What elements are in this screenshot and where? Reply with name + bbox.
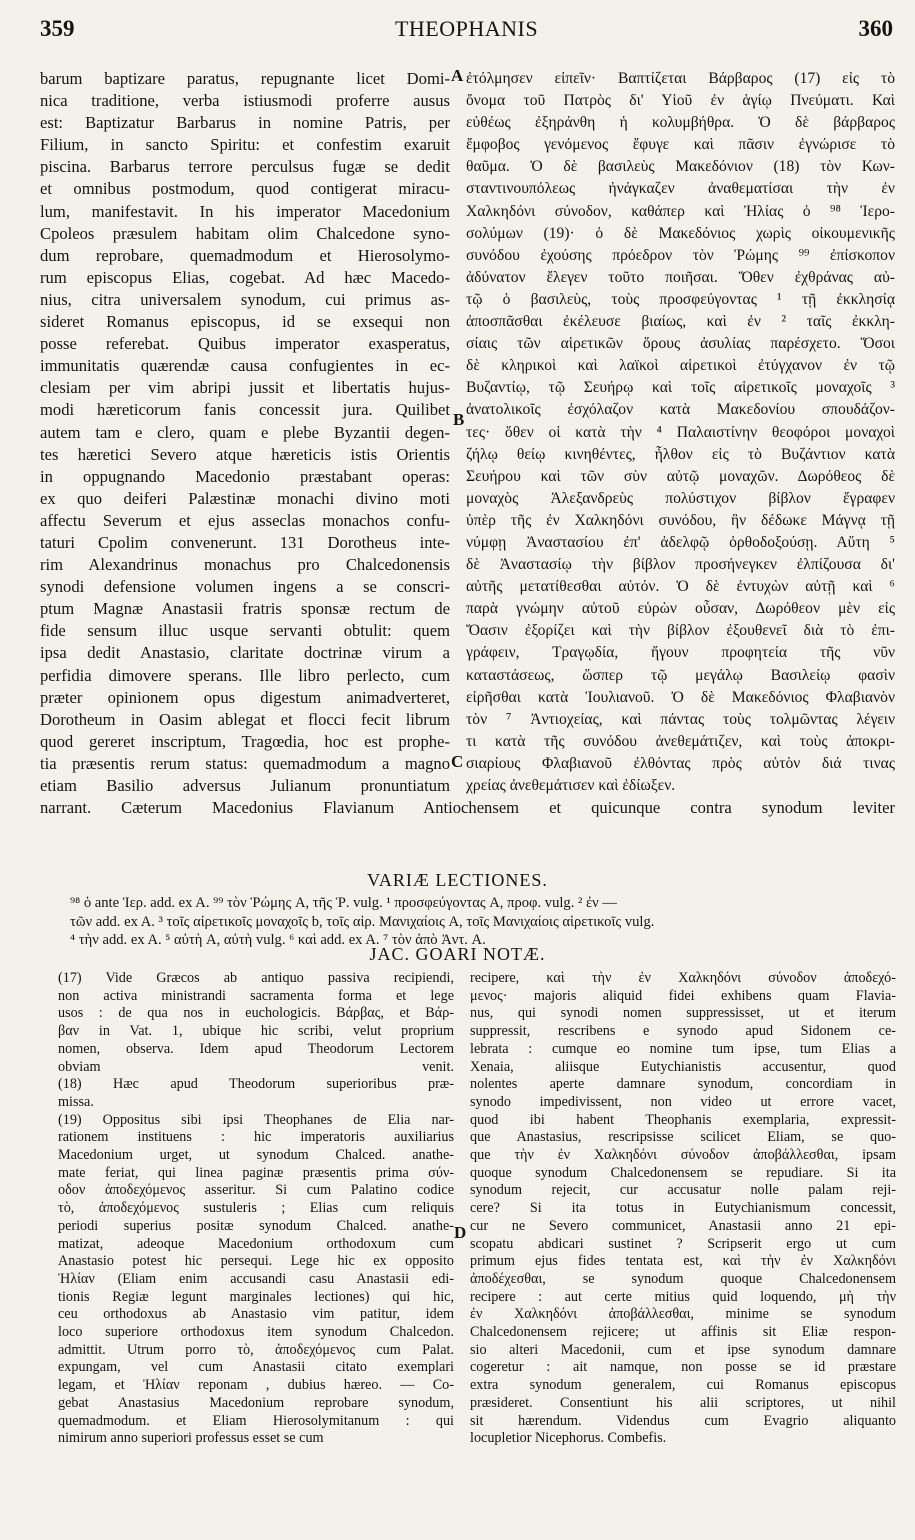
page-number-left: 359 bbox=[40, 16, 75, 41]
note-line: cere? Si ita totus in Eutychianismum concessit, bbox=[470, 1200, 896, 1217]
greek-text-line: ἀνατολικοῖς ἐσχόλαζον κατὰ Μακεδονίου σπουδάζον- bbox=[466, 401, 895, 419]
greek-text-line: εὐθέως ἐξηράνθη ἡ κολυμβήθρα. Ὁ δὲ βάρβαρος bbox=[466, 114, 895, 132]
latin-text-line: Filium, in sancto Spiritu: et confestim exaruit bbox=[40, 135, 450, 155]
latin-text-line: tia præsentis rerum status: quemadmodum a magno bbox=[40, 753, 450, 773]
greek-text-line: παρὰ γνώμην αὐτοῦ εὑρὼν οὖσαν, Δωρόθεον μὲν εἰς bbox=[466, 600, 895, 618]
latin-text-line: in oppugnando Macedonio præstabant operas: bbox=[40, 466, 450, 486]
page-number-right: 360 bbox=[858, 16, 893, 41]
variant-line: ⁹⁸ ὁ ante Ἱερ. add. ex A. ⁹⁹ τὸν Ῥώμης A, τῆς Ῥ. vulg. ¹ προσφεύγοντας A, προφ. vulg. ² ἐν — bbox=[70, 895, 618, 911]
note-line: Anastasio potest hic persequi. Lege hic ex opposito bbox=[58, 1253, 454, 1270]
greek-text-line: ὄνομα τοῦ Πατρὸς δι' Υἱοῦ ἐν ἁγίῳ Πνεύματι. Καὶ bbox=[466, 92, 895, 110]
notes-right-column bbox=[470, 970, 896, 1448]
latin-text-line: lum, manifestavit. In his imperator Macedonium bbox=[40, 201, 450, 221]
greek-text-line: Βυζαντίῳ, τῷ Σευήρῳ καὶ τοῖς αἱρετικοῖς μοναχοῖς ³ bbox=[466, 379, 895, 397]
note-line: Ἠλίαν (Eliam enim accusandi casu Anastasii edi- bbox=[58, 1270, 454, 1287]
greek-text-line: ἔμφοβος γενόμενος ἔφυγε καὶ πᾶσιν ἐγνώρισε τὸ bbox=[466, 136, 895, 154]
note-line: mate feriat, qui linea paginæ præsentis prima σύν- bbox=[58, 1164, 454, 1181]
margin-marker-c: C bbox=[451, 752, 464, 771]
greek-text-line: Ὄασιν ἐξορίζει καὶ τὴν βίβλον ἐξουθενεῖ διὰ τὸ ἐπι- bbox=[466, 622, 895, 640]
latin-text-line: rum episcopus Elias, cogebat. Ad hæc Macedo- bbox=[40, 267, 450, 287]
greek-text-line: δὲ κληρικοὶ καὶ λαϊκοὶ αἱρετικοὶ ἐτύγχανον ἐν τῷ bbox=[466, 357, 895, 375]
note-line: Macedonium urget, ut synodum Chalced. anathe- bbox=[58, 1147, 454, 1164]
variant-readings bbox=[70, 894, 887, 950]
greek-text-line: ὑπὲρ τῆς ἐν Χαλκηδόνι συνόδου, ἣν δέδωκε Μάγνᾳ τῇ bbox=[466, 511, 895, 529]
note-line: Xenaia, aliisque Eutychianistis accusentur, quod bbox=[470, 1058, 896, 1075]
note-line: que τὴν ἐν Χαλκηδόνι σύνοδον ἀποβάλλεσθαι, ipsam bbox=[470, 1147, 896, 1164]
latin-text-line: affectu Severum et ejus asseclas monachos confu- bbox=[40, 510, 450, 530]
note-line: suppressit, rescribens e synodo apud Sidonem ce- bbox=[470, 1023, 896, 1040]
greek-text-line: ἐτόλμησεν εἰπεῖν· Βαπτίζεται Βάρβαρος (17) εἰς τὸ bbox=[466, 70, 895, 87]
greek-text-line: συνόδου ἐχούσης πρόεδρον τὸν Ῥώμης ⁹⁹ ἐπίσκοπον bbox=[466, 246, 895, 264]
greek-text-line: τες· ὅθεν οἱ κατὰ τὴν ⁴ Παλαιστίνην θεοφόροι μοναχοὶ bbox=[466, 423, 895, 441]
latin-text-line: autem tam e clero, quam e plebe Byzantii degen- bbox=[40, 422, 450, 442]
greek-text-line: εἰρῆσθαι κατὰ Ἰουλιανοῦ. Ὁ δὲ Μακεδόνιος Φλαβιανὸν bbox=[466, 688, 895, 706]
latin-text-line: et omnibus postmodum, quod contigerat miracu- bbox=[40, 179, 450, 199]
greek-text-line: σίαις τῶν αἱρετικῶν ὅρους ἀσυλίας παρέσχετο. Ὅσοι bbox=[466, 335, 895, 353]
note-line: loco superiore orthodoxus item synodum Chalcedon. bbox=[58, 1324, 454, 1341]
greek-text-line: ἀποσπᾶσθαι ἐκέλευσε βιαίως, καὶ ἐν ² ταῖς ἐκκλη- bbox=[466, 313, 895, 331]
latin-text-line: synodi defensione volumen ingens a se conscri- bbox=[40, 577, 450, 597]
latin-text-line: modi hæreticorum fanis concessit jura. Quilibet bbox=[40, 400, 450, 420]
latin-text-line: fide sensum illuc usque servanti obtulit: quem bbox=[40, 621, 450, 641]
greek-text-line: σταντινουπόλεως ἠνάγκαζεν ἀναθεματίσαι τὴν ἐν bbox=[466, 180, 895, 198]
latin-text-line: clesiam per vim abripi jussit et libertatis hujus- bbox=[40, 378, 450, 398]
latin-text-line: rim Alexandrinus monachus pro Chalcedonensis bbox=[40, 555, 450, 575]
greek-text-line: ζήλῳ θείῳ κινηθέντες, ἦλθον εἰς τὸ Βυζάντιον κατὰ bbox=[466, 445, 895, 463]
latin-text-line: taturi Cpolim convenerunt. 131 Dorotheus inte- bbox=[40, 532, 450, 552]
note-line: expungam, vel cum Anastasii citato exemplari bbox=[58, 1359, 454, 1376]
note-line: μενος· majoris aliquid fidei exhibens quam Flavia- bbox=[470, 987, 896, 1004]
margin-marker-a: A bbox=[451, 66, 464, 85]
note-line: admittit. Utrum porro τὸ, ἀποδεχόμενος cum Palat. bbox=[58, 1341, 454, 1358]
note-line: rationem instituens : hic imperatoris auxiliarius bbox=[58, 1129, 454, 1146]
note-line: ἀποδέχεσθαι, se synodum quoque Chalcedonensem bbox=[470, 1270, 896, 1287]
note-line: sio alteri Macedonii, cum et ipse synodum damnare bbox=[470, 1341, 896, 1358]
notes-left-column bbox=[58, 970, 454, 1448]
variant-line: ⁴ τὴν add. ex A. ⁵ αὐτὴ A, αὐτὴ vulg. ⁶ καὶ add. ex A. ⁷ τὸν ἀπὸ Ἀντ. A. bbox=[70, 932, 486, 948]
margin-marker-b: B bbox=[453, 410, 465, 429]
note-line: usos : de qua nos in euchologicis. Βάρβας, et Βάρ- bbox=[58, 1005, 454, 1022]
greek-text-line: δὲ Ἀναστασίῳ τὴν βίβλον προσήνεγκεν ἐλπίζουσα δι' bbox=[466, 556, 895, 574]
latin-text-line: ipsa dedit Anastasio, claritate doctrinæ virum a bbox=[40, 643, 450, 663]
greek-text-line: αὐτῆς μετατίθεσθαι αὐτόν. Ὁ δὲ ἐντυχὼν αὐτῇ καὶ ⁶ bbox=[466, 578, 895, 596]
note-line: Chalcedonensem rejicere; ut affinis sit Eliæ respon- bbox=[470, 1324, 896, 1341]
note-line: matizat, adeoque Macedonium orthodoxum cum bbox=[58, 1235, 454, 1252]
latin-text-line: ex quo deiferi Palæstinæ monachi divino moti bbox=[40, 488, 450, 508]
note-line: scopatu abdicari sustinet ? Scripserit ergo ut cum bbox=[470, 1235, 896, 1252]
latin-text-line: barum baptizare paratus, repugnante licet Domi- bbox=[40, 69, 450, 88]
note-line: quod ibi habent Theophanis exemplaria, expressit- bbox=[470, 1111, 896, 1128]
latin-text-line: narrant. Cæterum Macedonius Flavianum Antiochensem et quicunque contra synodum leviter bbox=[40, 798, 895, 818]
note-line: quoque synodum Chalcedonensem se repudiare. Si ita bbox=[470, 1164, 896, 1181]
note-line: tionis Regiæ legunt marginales lectiones) qui hic, bbox=[58, 1288, 454, 1305]
greek-text-line: τι κατὰ τῆς συνόδου ἀνεθεμάτιζεν, καὶ τοὺς ἀποκρι- bbox=[466, 732, 895, 750]
greek-text-line: Σευήρου καὶ τῶν σὺν αὐτῷ μοναχῶν. Δωρόθεος δὲ bbox=[466, 467, 895, 485]
greek-text-line: τῷ ὁ βασιλεὺς, τοὺς προσφεύγοντας ¹ τῇ ἐκκλησίᾳ bbox=[466, 290, 895, 308]
latin-text-line: immunitatis quærendæ causa confugientes in ec- bbox=[40, 356, 450, 376]
latin-text-line: dum reprobare, quemadmodum et Hierosolymo- bbox=[40, 245, 450, 265]
greek-text-line: ἀδύνατον ἔλεγεν τοῦτο ποιῆσαι. Ὅθεν ἐχθράνας αὐ- bbox=[466, 268, 895, 286]
note-line: ἐν Χαλκηδόνι ἀποβάλλεσθαι, minime se synodum bbox=[470, 1306, 896, 1323]
greek-text-line: θαῦμα. Ὁ δὲ βασιλεὺς Μακεδόνιον (18) τὸν Κων- bbox=[466, 158, 895, 176]
variae-lectiones-heading: VARIÆ LECTIONES. bbox=[367, 870, 548, 890]
latin-text-line: nius, citra universalem synodum, cui primus as- bbox=[40, 289, 450, 309]
note-line: recipere, καὶ τὴν ἐν Χαλκηδόνι σύνοδον ἀποδεχό- bbox=[470, 970, 896, 986]
latin-text-line: piscina. Barbarus terrore perculsus fugæ se dedit bbox=[40, 157, 450, 177]
note-line: periodi superius positæ synodum Chalced. anathe- bbox=[58, 1217, 454, 1234]
latin-text-line: Dorotheum in Oasim ablegat et flocci fecit librum bbox=[40, 709, 450, 729]
note-line: locupletior Nicephorus. Combefis. bbox=[470, 1430, 667, 1447]
greek-text-line: χρείας ἀνεθεμάτισεν καὶ ἐδίωξεν. bbox=[466, 777, 676, 794]
latin-text-line: quod gereret inscriptum, Tragœdia, hoc est prophe- bbox=[40, 731, 450, 751]
note-line: lebrata : cumque eo nomine tum ipse, tum Elias a bbox=[470, 1040, 896, 1057]
note-line: recipere : aut certe mitius quid loquendo, μὴ τὴν bbox=[470, 1288, 896, 1305]
note-line: (17) Vide Græcos ab antiquo passiva recipiendi, bbox=[58, 970, 454, 986]
note-line: cur ne Severo communicet, Anastasii anno 21 epi- bbox=[470, 1217, 896, 1234]
note-line: obviam venit. bbox=[58, 1058, 454, 1075]
note-line: extra synodum generalem, cui Romanus episcopus bbox=[470, 1377, 896, 1394]
note-line: missa. bbox=[58, 1093, 94, 1110]
note-line: nomen, observa. Idem apud Theodorum Lectorem bbox=[58, 1040, 454, 1057]
note-line: synodo impedivissent, non video ut errore vacet, bbox=[470, 1093, 896, 1110]
latin-text-line: sideret Romanus episcopus, id se exsequi non bbox=[40, 312, 450, 332]
latin-text-line: præter opinionem opus digestum animadverteret, bbox=[40, 687, 450, 707]
note-line: nus, qui synodi nomen suppressisset, ut et iterum bbox=[470, 1005, 896, 1022]
note-line: βαν in Vat. 1, ubique hic scribi, velut proprium bbox=[58, 1023, 454, 1040]
greek-text-line: τὸν ⁷ Ἀντιοχείας, καὶ πάντας τοὺς τολμῶντας λέγειν bbox=[466, 710, 895, 728]
note-line: (18) Hæc apud Theodorum superioribus præ- bbox=[58, 1076, 454, 1093]
greek-text-line: νύμφῃ Ἀναστασίου ἐπ' ἀδελφῷ ὀρθοδοξούσῃ. Αὕτη ⁵ bbox=[466, 533, 895, 551]
greek-text-line: σολύμων (19)· ὁ δὲ Μακεδόνιος χωρὶς οἰκουμενικῆς bbox=[466, 224, 895, 242]
goari-notes-heading: JAC. GOARI NOTÆ. bbox=[369, 944, 546, 964]
greek-text-line: καταστάσεως, ὥσπερ τῷ μεγάλῳ Βασιλείῳ φασὶν bbox=[466, 666, 895, 684]
latin-text-line: tes hæretici Severo atque hæreticis istis Orientis bbox=[40, 444, 450, 464]
note-line: nimirum anno superiori professus esset se cum bbox=[58, 1430, 324, 1447]
running-title: THEOPHANIS bbox=[394, 16, 539, 41]
note-line: cogeretur : ait namque, non posse se id præstare bbox=[470, 1359, 896, 1376]
greek-text-line: μοναχὸς Ἀλεξανδρεὺς πολύστιχον βίβλον ἔγραφεν bbox=[466, 489, 895, 507]
variant-line: τῶν add. ex A. ³ τοῖς αἱρετικοῖς μοναχοῖς b, τοῖς αἱρ. Μανιχαίοις A, τοῖς Μανιχαίοις αἱρετικοῖς vulg. bbox=[70, 913, 655, 930]
note-line: nolentes aperte damnare synodum, concordiam in bbox=[470, 1076, 896, 1093]
greek-text-line: Χαλκηδόνι σύνοδον, καθάπερ καὶ Ἠλίας ὁ ⁹⁸ Ἱερο- bbox=[466, 202, 895, 220]
note-line: legam, et Ἠλίαν reponam , dubius hæreo. — Co- bbox=[58, 1377, 454, 1394]
note-line: τὸ, ἀποδεχόμενος sustuleris ; Elias cum reliquis bbox=[58, 1200, 454, 1217]
note-line: non activa ministrandi sacramenta forma et lege bbox=[58, 987, 454, 1004]
note-line: primum ejus fides tentata est, καὶ τὴν ἐν Χαλκηδόνι bbox=[470, 1253, 896, 1270]
latin-text-line: perfidia dimovere sperans. Ille libro perlecto, cum bbox=[40, 665, 450, 685]
note-line: gebat Anastasius Macedonium reprobare synodum, bbox=[58, 1394, 454, 1411]
latin-text-line: posse referebat. Quibus imperator exasperatus, bbox=[40, 334, 450, 354]
greek-column bbox=[466, 68, 895, 797]
greek-text-line: σιαρίους Φλαβιανοῦ ἐλθόντας πρὸς αὐτὸν διά τινας bbox=[466, 754, 895, 772]
latin-text-line: ptum Magnæ Anastasii fratris sponsæ rectum de bbox=[40, 599, 450, 619]
latin-text-line: est: Baptizatur Barbarus in nomine Patris, per bbox=[40, 113, 450, 133]
latin-text-line: Cpoleos præsulem habitam olim Chalcedone syno- bbox=[40, 223, 450, 243]
note-line: sit hærendum. Videndus cum Evagrio aliquanto bbox=[470, 1412, 896, 1429]
note-line: præsideret. Consentiunt his alii scriptores, ut nihil bbox=[470, 1394, 896, 1411]
note-line: que Anastasius, rescripsisse scilicet Eliam, se quo- bbox=[470, 1129, 896, 1146]
note-line: quemadmodum. et Eliam Hierosolymitanum : qui bbox=[58, 1412, 454, 1429]
note-line: synodum rejecit, cur accusatur nolle palam reji- bbox=[470, 1182, 896, 1199]
note-line: (19) Oppositus sibi ipsi Theophanes de Elia nar- bbox=[58, 1111, 454, 1128]
note-line: ceu orthodoxus ab Anastasio vim patitur, idem bbox=[58, 1306, 454, 1323]
margin-marker-d: D bbox=[454, 1223, 467, 1242]
latin-text-line: nica traditione, verba istiusmodi proferre ausus bbox=[40, 91, 450, 111]
note-line: οδον ἀποδεχόμενος asseritur. Si cum Palatino codice bbox=[58, 1182, 454, 1199]
greek-text-line: γράφειν, Τραγῳδία, ἤγουν προφητεία τῆς νῦν bbox=[466, 644, 895, 662]
running-head bbox=[40, 16, 893, 46]
latin-text-line: etiam Basilio adversus Julianum pronuntiatum bbox=[40, 776, 450, 795]
